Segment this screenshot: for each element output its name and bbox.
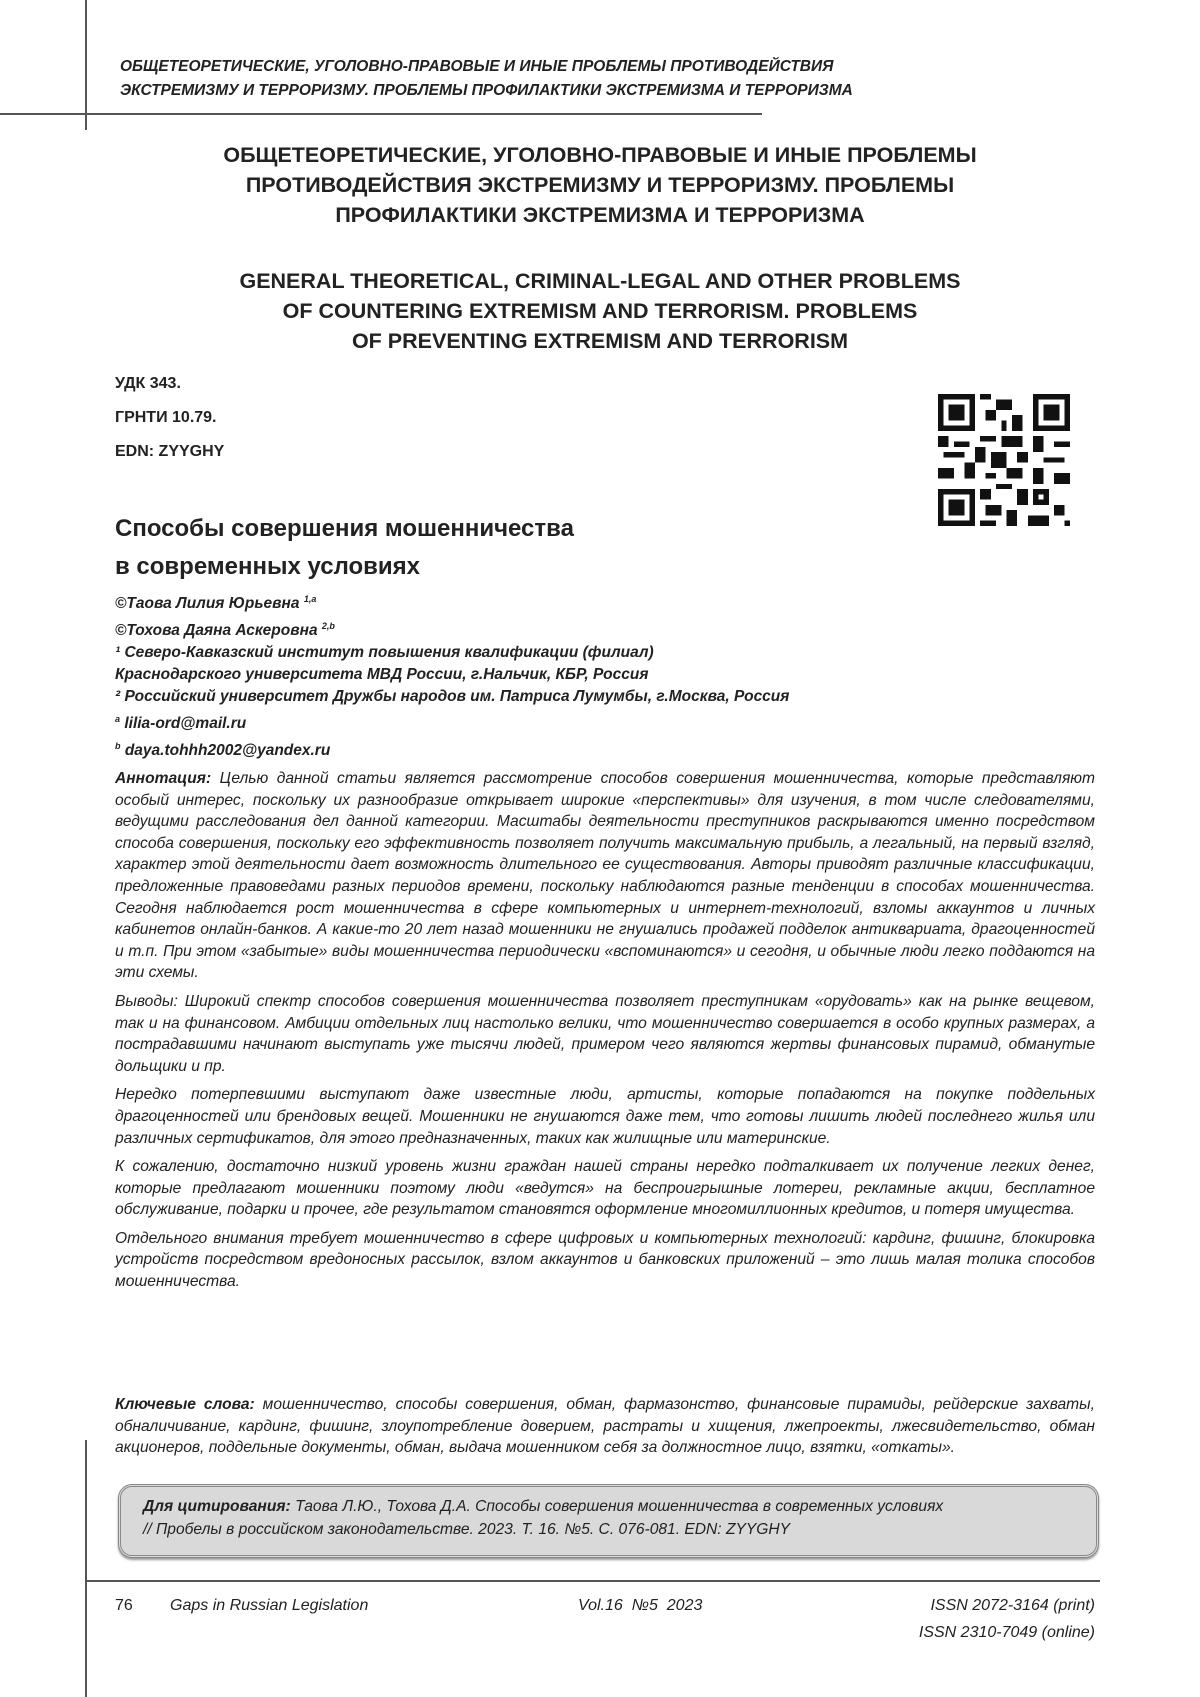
article-title-line: в современных условиях [115,553,421,580]
section-title-line: OF COUNTERING EXTREMISM AND TERRORISM. PROBLEMS [282,299,918,323]
citation-line [143,1495,1076,1518]
abstract-paragraph: Отдельного внимания требует мошенничество в сфере цифровых и компьютерных технологий: кардинг, фишинг, блокировка устройств посредством вредоносных рассылок, взлом аккаунтов и банковских приложений – это лишь малая толика способов мошенничества. [115,1229,1095,1291]
email-sup: a [115,714,121,725]
section-title-line: ОБЩЕТЕОРЕТИЧЕСКИЕ, УГОЛОВНО-ПРАВОВЫЕ И ИНЫЕ ПРОБЛЕМЫ [223,143,977,167]
section-title-en [150,266,1050,356]
citation-label: Для цитирования: [143,1498,291,1515]
keywords-text: мошенничество, способы совершения, обман, фармазонство, финансовые пирамиды, рейдерские захваты, обналичивание, кардинг, фишинг, злоупотребление доверием, растраты и хищения, лжепроекты, лжесвидетельство, обман акционеров, поддельные документы, обман, выдача мошенником себя за должностное лицо, взятки, «откаты». [115,1396,1095,1457]
grnti: ГРНТИ 10.79. [115,409,217,426]
abstract [115,768,1095,1300]
abstract-label: Аннотация: [115,770,212,787]
page-number: 76 [115,1597,133,1614]
abstract-text: Целью данной статьи является рассмотрение способов совершения мошенничества, которые представляют особый интерес, поскольку их разнообразие открывает широкие «перспективы» для изучения, в том числе следователями, ведущими расследования дел данной категории. Масштабы деятельности преступников раскрываются именно посредством способа совершения, поскольку его эффективность позволяет получить максимальную прибыль, а легальный, на первый взгляд, характер этой деятельности дает возможность длительного ее существования. Авторы приводят различные классификации, предложенные правоведами разных периодов времени, поскольку наблюдаются разные тенденции в способах мошенничества. Сегодня наблюдается рост мошенничества в сфере компьютерных и интернет-технологий, взломы аккаунтов и личных кабинетов онлайн-банков. А какие-то 20 лет назад мошенники не гнушались продажей подделок антиквариата, драгоценностей и т.п. При этом «забытые» виды мошенничества периодически «вспоминаются» и сегодня, и обычные люди легко поддаются на эти схемы. [115,770,1095,982]
footer-vertical-rule [85,1440,87,1697]
authors-block [115,588,789,763]
header-horizontal-rule [0,113,762,115]
section-title-line: ПРОФИЛАКТИКИ ЭКСТРЕМИЗМА И ТЕРРОРИЗМА [335,203,865,227]
abstract-paragraph: К сожалению, достаточно низкий уровень жизни граждан нашей страны нередко подталкивает их получение легких денег, которые предлагают мошенники поэтому люди «ведутся» на беспроигрышные лотереи, рекламные акции, бесплатное обслуживание, подарки и прочее, где результатом становятся оформление многомиллионных кредитов, и потеря имущества. [115,1158,1095,1219]
qr-code [938,394,1070,526]
affiliation: ² Российский университет Дружбы народов им. Патриса Лумумбы, г.Москва, Россия [115,688,790,706]
udk: УДК 343. [115,375,181,392]
email [115,708,789,735]
issn-online: ISSN 2310-7049 (online) [918,1624,1095,1641]
abstract-paragraph [115,768,1095,984]
abstract-paragraph: Выводы: Широкий спектр способов совершения мошенничества позволяет преступникам «орудовать» как на рынке вещевом, так и на финансовом. Амбиции отдельных лиц настолько велики, что мошенничество совершается в особо крупных размерах, а пострадавшими начинают выступать уже тысячи людей, примером чего являются жертвы финансовых пирамид, обманутые дольщики и пр. [115,992,1095,1075]
issue-info: Vol.16 №5 2023 [578,1597,703,1614]
running-header [120,55,853,103]
email-address[interactable]: lilia-ord@mail.ru [124,715,247,733]
header-vertical-rule [85,0,87,130]
author-name: ©Таова Лилия Юрьевна [115,595,300,613]
issn-print: ISSN 2072-3164 (print) [930,1597,1095,1614]
citation-line: // Пробелы в российском законодательстве. 2023. Т. 16. №5. С. 076-081. EDN: ZYYGHY [143,1521,791,1538]
section-title-line: GENERAL THEORETICAL, CRIMINAL-LEGAL AND OTHER PROBLEMS [239,269,961,293]
journal-name: Gaps in Russian Legislation [170,1597,369,1614]
email [115,735,789,762]
email-address[interactable]: daya.tohhh2002@yandex.ru [124,742,331,760]
citation-box [118,1484,1099,1558]
keywords [115,1394,1095,1459]
footer-rule [85,1580,1100,1582]
author-sup: 1,a [303,594,317,604]
affiliation: Краснодарского университета МВД России, г.Нальчик, КБР, Россия [115,666,649,684]
running-header-line: ЭКСТРЕМИЗМУ И ТЕРРОРИЗМУ. ПРОБЛЕМЫ ПРОФИЛАКТИКИ ЭКСТРЕМИЗМА И ТЕРРОРИЗМА [120,82,853,99]
affiliation: ¹ Северо-Кавказский институт повышения квалификации (филиал) [115,644,654,662]
citation-text: Таова Л.Ю., Тохова Д.А. Способы совершения мошенничества в современных условиях [290,1498,944,1515]
email-sup: b [115,741,121,752]
edn: EDN: ZYYGHY [115,443,225,460]
abstract-paragraph: Нередко потерпевшими выступают даже известные люди, артисты, которые попадаются на покупке поддельных драгоценностей или брендовых вещей. Мошенники не гнушаются даже тем, что готовы лишить людей последнего жилья или различных сертификатов, для этого предназначенных, таких как жилищные или материнские. [115,1086,1095,1147]
author-name: ©Тохова Даяна Аскеровна [115,622,318,640]
author-sup: 2,b [321,621,335,632]
running-header-line: ОБЩЕТЕОРЕТИЧЕСКИЕ, УГОЛОВНО-ПРАВОВЫЕ И ИНЫЕ ПРОБЛЕМЫ ПРОТИВОДЕЙСТВИЯ [120,58,834,75]
section-title-line: ПРОТИВОДЕЙСТВИЯ ЭКСТРЕМИЗМУ И ТЕРРОРИЗМУ. ПРОБЛЕМЫ [245,173,955,197]
section-title-line: OF PREVENTING EXTREMISM AND TERRORISM [351,329,849,353]
author [115,588,789,615]
article-title-line: Способы совершения мошенничества [115,515,574,542]
author [115,615,789,642]
keywords-label: Ключевые слова: [115,1396,255,1413]
article-title [115,510,574,586]
section-title-ru [150,140,1050,230]
